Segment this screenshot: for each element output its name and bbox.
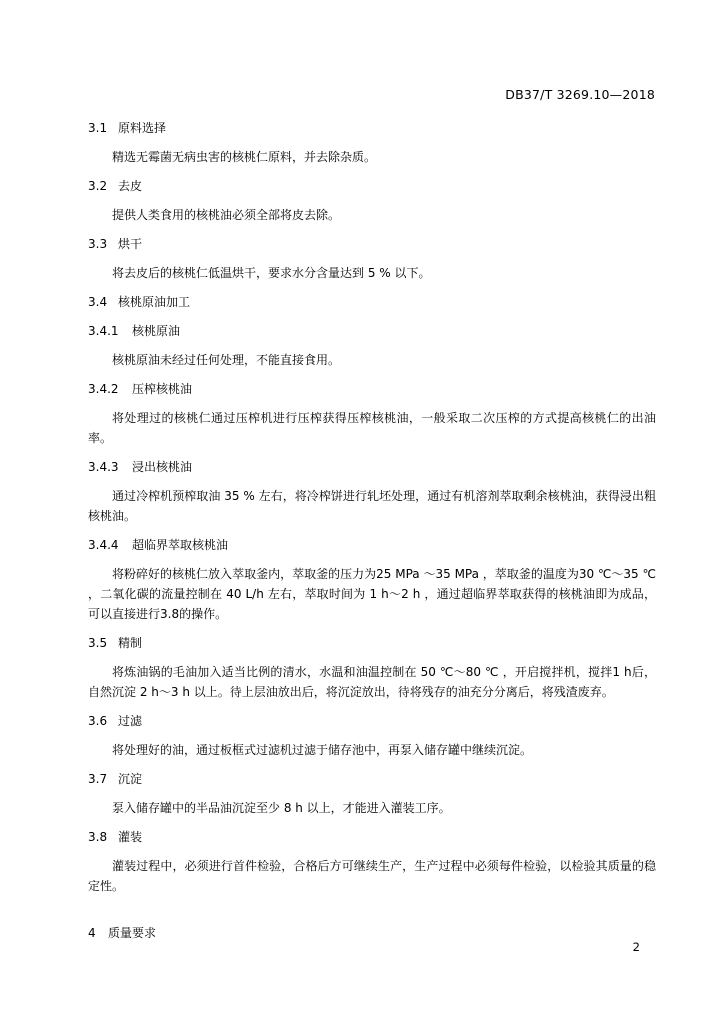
- section-heading: [88, 535, 656, 555]
- paragraph: 将处理过的核桃仁通过压榨机进行压榨获得压榨核桃油，一般采取二次压榨的方式提高核桃仁的出油率。: [88, 411, 656, 445]
- section-number: 3.8: [88, 830, 108, 844]
- section-number: 3.1: [88, 121, 108, 135]
- paragraph: 精选无霉菌无病虫害的核桃仁原料，并去除杂质。: [112, 150, 377, 164]
- section-title: 沉淀: [118, 772, 143, 786]
- section-number: 4: [88, 926, 96, 940]
- section-heading: [88, 633, 656, 653]
- section-title: 压榨核桃油: [132, 382, 193, 396]
- section-number: 3.4.2: [88, 382, 119, 396]
- section-title: 超临界萃取核桃油: [132, 538, 229, 552]
- section-heading: [88, 118, 656, 138]
- section-title: 质量要求: [108, 926, 157, 940]
- section-number: 3.4: [88, 295, 108, 309]
- document-body: [88, 118, 656, 943]
- section-title: 灌装: [118, 830, 143, 844]
- paragraph: 泵入储存罐中的半品油沉淀至少 8 h 以上，才能进入灌装工序。: [112, 801, 451, 815]
- section-heading: [88, 827, 656, 847]
- paragraph: 将去皮后的核桃仁低温烘干，要求水分含量达到 5 % 以下。: [112, 266, 431, 280]
- paragraph: 核桃原油未经过任何处理，不能直接食用。: [112, 353, 341, 367]
- section-heading: [88, 321, 656, 341]
- paragraph: 将炼油锅的毛油加入适当比例的清水，水温和油温控制在 50 ℃～80 ℃ ，开启搅拌机，搅拌1 h后，自然沉淀 2 h～3 h 以上。待上层油放出后，将沉淀放出，待将残存的油充分分离后，将残渣废弃。: [88, 665, 656, 699]
- section-heading: [88, 923, 656, 943]
- paragraph: 灌装过程中，必须进行首件检验，合格后方可继续生产，生产过程中必须每件检验，以检验其质量的稳定性。: [88, 859, 656, 893]
- paragraph: 将粉碎好的核桃仁放入萃取釜内，萃取釜的压力为25 MPa ～35 MPa ，萃取釜的温度为30 ℃～35 ℃ ，二氧化碳的流量控制在 40 L/h 左右，萃取时间为 1 h～2 h ，通过超临界萃取获得的核桃油即为成品，可以直接进行3.8的操作。: [88, 567, 656, 621]
- section-heading: [88, 234, 656, 254]
- paragraph: 将处理好的油，通过板框式过滤机过滤于储存池中，再泵入储存罐中继续沉淀。: [112, 743, 533, 757]
- paragraph: 通过冷榨机预榨取油 35 % 左右，将冷榨饼进行轧坯处理，通过有机溶剂萃取剩余核桃油，获得浸出粗核桃油。: [88, 489, 656, 523]
- section-title: 原料选择: [118, 121, 167, 135]
- section-heading: [88, 769, 656, 789]
- section-title: 浸出核桃油: [132, 460, 193, 474]
- document-code: DB37/T 3269.10—2018: [505, 87, 655, 102]
- section-title: 核桃原油: [132, 324, 181, 338]
- section-heading: [88, 379, 656, 399]
- section-title: 烘干: [118, 237, 143, 251]
- section-heading: [88, 711, 656, 731]
- section-number: 3.3: [88, 237, 108, 251]
- section-heading: [88, 457, 656, 477]
- section-number: 3.7: [88, 772, 108, 786]
- section-number: 3.5: [88, 636, 108, 650]
- section-title: 去皮: [118, 179, 143, 193]
- section-number: 3.4.1: [88, 324, 119, 338]
- page-number: 2: [632, 940, 640, 954]
- section-title: 过滤: [118, 714, 143, 728]
- section-number: 3.2: [88, 179, 108, 193]
- section-number: 3.6: [88, 714, 108, 728]
- section-number: 3.4.4: [88, 538, 119, 552]
- section-number: 3.4.3: [88, 460, 119, 474]
- section-title: 精制: [118, 636, 143, 650]
- paragraph: 提供人类食用的核桃油必须全部将皮去除。: [112, 208, 341, 222]
- section-heading: [88, 176, 656, 196]
- section-heading: [88, 292, 656, 312]
- section-title: 核桃原油加工: [118, 295, 191, 309]
